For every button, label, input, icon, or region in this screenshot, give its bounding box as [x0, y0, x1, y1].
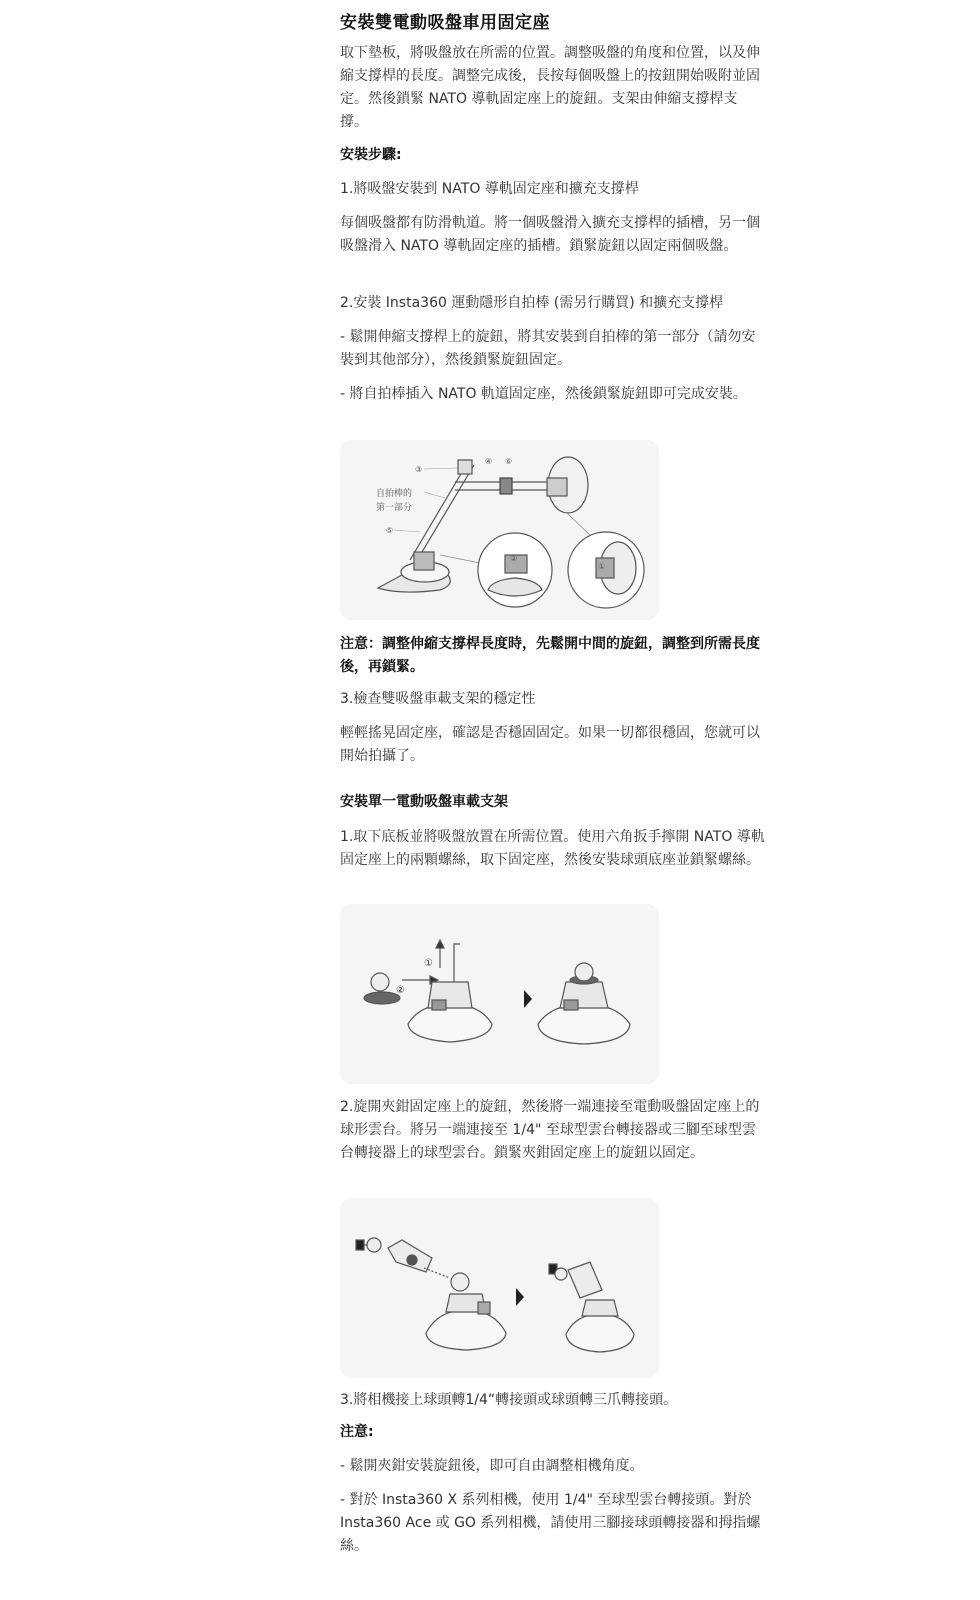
callout-1: ① [598, 562, 606, 571]
callout-2: ② [510, 554, 518, 563]
step2-item-2: - 將自拍棒插入 NATO 軌道固定座，然後鎖緊旋鈕即可完成安裝。 [340, 386, 747, 402]
step1-body: 每個吸盤都有防滑軌道。將一個吸盤滑入擴充支撐桿的插槽，另一個吸盤滑入 NATO 導軌固定座的插槽。鎖緊旋鈕以固定兩個吸盤。 [340, 215, 760, 254]
single-mount-heading: 安裝單一電動吸盤車載支架 [340, 794, 508, 810]
note2-item-2: - 對於 Insta360 X 系列相機，使用 1/4" 至球型雲台轉接頭。對於 Insta360 Ace 或 GO 系列相機，請使用三腳接球頭轉接器和拇指螺絲。 [340, 1492, 761, 1554]
step2-item-1: - 鬆開伸縮支撐桿上的旋鈕，將其安裝到自拍棒的第一部分（請勿安裝到其他部分），然後鎖緊旋鈕固定。 [340, 329, 756, 368]
callout-3: ③ [415, 465, 423, 474]
note2-heading: 注意: [340, 1424, 374, 1440]
note2-item-1: - 鬆開夾鉗安裝旋鈕後，即可自由調整相機角度。 [340, 1458, 644, 1474]
note-telescopic-rod: 注意：調整伸縮支撐桿長度時，先鬆開中間的旋鈕，調整到所需長度後，再鎖緊。 [340, 636, 760, 675]
step2-title: 2.安裝 Insta360 運動隱形自拍棒 (需另行購買) 和擴充支撐桿 [340, 295, 724, 311]
single-step2-body: 2.旋開夾鉗固定座上的旋鈕，然後將一端連接至電動吸盤固定座上的球形雲台。將另一端連接至 1/4" 至球型雲台轉接器或三腳至球型雲台轉接器上的球型雲台。鎖緊夾鉗固定座上的旋鈕以固定。 [340, 1099, 760, 1161]
step1-title: 1.將吸盤安裝到 NATO 導軌固定座和擴充支撐桿 [340, 181, 639, 197]
intro-paragraph: 取下墊板，將吸盤放在所需的位置。調整吸盤的角度和位置，以及伸縮支撐桿的長度。調整完成後，長按每個吸盤上的按鈕開始吸附並固定。然後鎖緊 NATO 導軌固定座上的旋鈕。支架由伸縮支撐桿支撐。 [340, 45, 760, 130]
figure-ball-head-base [340, 904, 659, 1084]
selfie-stick-label-line2: 第一部分 [376, 503, 413, 513]
figure-clamp-mount [340, 1198, 659, 1378]
callout-4: ④ [485, 457, 493, 466]
figure-dual-mount-assembly [340, 440, 659, 620]
callout-6: ⑥ [505, 457, 513, 466]
callout-5: ⑤ [386, 526, 394, 535]
step3-body: 輕輕搖晃固定座，確認是否穩固固定。如果一切都很穩固，您就可以開始拍攝了。 [340, 725, 760, 764]
callout-1: ① [424, 958, 433, 969]
single-step1-body: 1.取下底板並將吸盤放置在所需位置。使用六角扳手擰開 NATO 導軌固定座上的兩顆螺絲，取下固定座，然後安裝球頭底座並鎖緊螺絲。 [340, 829, 765, 868]
callout-2: ② [396, 985, 405, 996]
page-title: 安裝雙電動吸盤車用固定座 [340, 13, 550, 33]
steps-heading: 安裝步驟: [340, 147, 402, 163]
selfie-stick-label-line1: 自拍棒的 [376, 489, 413, 499]
single-step3-title: 3.將相機接上球頭轉1/4“轉接頭或球頭轉三爪轉接頭。 [340, 1392, 678, 1408]
step3-title: 3.檢查雙吸盤車載支架的穩定性 [340, 691, 536, 707]
